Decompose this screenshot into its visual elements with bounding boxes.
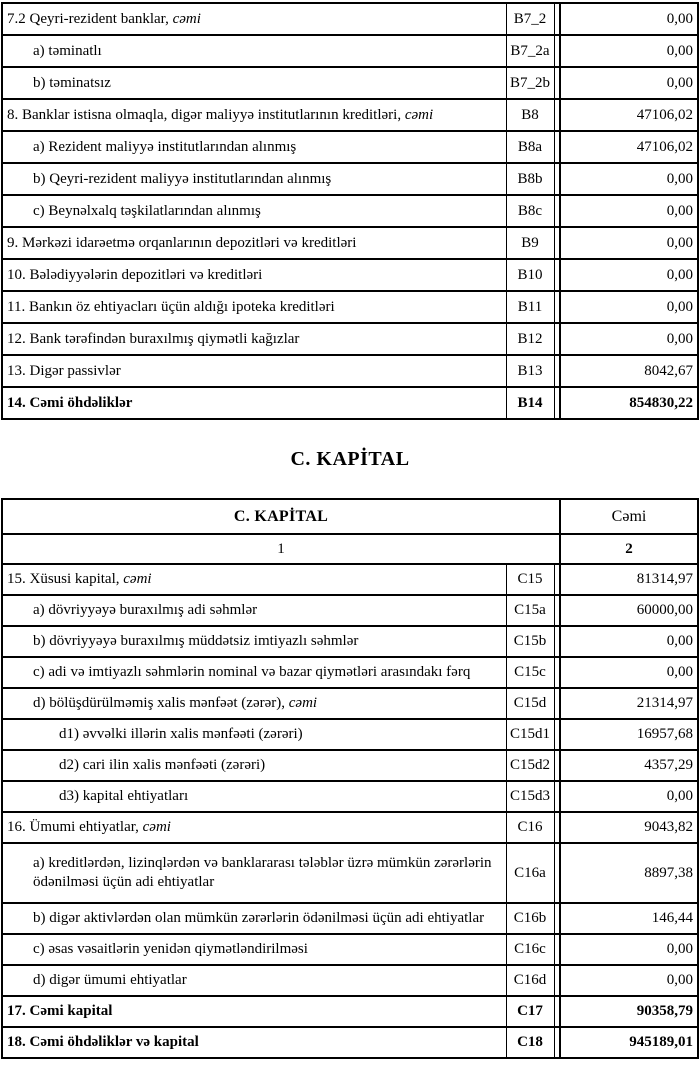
table-row: [2, 626, 698, 657]
section-heading: C. KAPİTAL: [290, 447, 410, 470]
row-code: C16d: [506, 965, 554, 996]
row-label: a) təminatlı: [2, 35, 506, 67]
row-value: 16957,68: [560, 719, 698, 750]
table-row: [2, 843, 698, 903]
row-label: 15. Xüsusi kapital, cəmi: [2, 564, 506, 595]
table-row: [2, 657, 698, 688]
row-value: 0,00: [560, 163, 698, 195]
row-code: B14: [506, 387, 554, 419]
row-code: B8a: [506, 131, 554, 163]
row-value: 8897,38: [560, 843, 698, 903]
row-value: 146,44: [560, 903, 698, 934]
table-row: [2, 227, 698, 259]
row-label: 14. Cəmi öhdəliklər: [2, 387, 506, 419]
row-value: 90358,79: [560, 996, 698, 1027]
table-row: [2, 3, 698, 35]
table-row: [2, 259, 698, 291]
row-label: c) adi və imtiyazlı səhmlərin nominal və bazar qiymətləri arasındakı fərq: [2, 657, 506, 688]
row-value: 0,00: [560, 3, 698, 35]
row-value: 60000,00: [560, 595, 698, 626]
row-value: 8042,67: [560, 355, 698, 387]
row-label: b) digər aktivlərdən olan mümkün zərərlərin ödənilməsi üçün adi ehtiyatlar: [2, 903, 506, 934]
row-value: 854830,22: [560, 387, 698, 419]
row-value: 4357,29: [560, 750, 698, 781]
table-row: [2, 934, 698, 965]
row-value: 0,00: [560, 35, 698, 67]
row-code: C15c: [506, 657, 554, 688]
row-label: d2) cari ilin xalis mənfəəti (zərəri): [2, 750, 506, 781]
table-row: [2, 595, 698, 626]
row-code: C18: [506, 1027, 554, 1058]
row-label: 12. Bank tərəfindən buraxılmış qiymətli kağızlar: [2, 323, 506, 355]
row-value: 0,00: [560, 227, 698, 259]
table-row: [2, 688, 698, 719]
table-row: [2, 355, 698, 387]
row-label: 11. Bankın öz ehtiyacları üçün aldığı ipoteka kreditləri: [2, 291, 506, 323]
table-row: [2, 812, 698, 843]
section-heading-wrap: [0, 420, 700, 498]
row-code: C15d2: [506, 750, 554, 781]
table-row: [2, 163, 698, 195]
row-label: b) Qeyri-rezident maliyyə institutlarından alınmış: [2, 163, 506, 195]
row-code: B7_2b: [506, 67, 554, 99]
row-code: C16b: [506, 903, 554, 934]
liabilities-table: [1, 2, 699, 420]
row-value: 0,00: [560, 67, 698, 99]
row-label-italic: cəmi: [404, 106, 434, 123]
row-code: C15a: [506, 595, 554, 626]
row-label: d3) kapital ehtiyatları: [2, 781, 506, 812]
row-label: a) kreditlərdən, lizinqlərdən və banklararası tələblər üzrə mümkün zərərlərin ödənilməsi üçün adi ehtiyatlar: [2, 843, 506, 903]
row-value: 0,00: [560, 934, 698, 965]
row-value: 0,00: [560, 259, 698, 291]
row-code: C16: [506, 812, 554, 843]
row-code: B11: [506, 291, 554, 323]
row-label: a) Rezident maliyyə institutlarından alınmış: [2, 131, 506, 163]
row-label: 17. Cəmi kapital: [2, 996, 506, 1027]
table-row: [2, 750, 698, 781]
row-code: B8c: [506, 195, 554, 227]
row-code: B9: [506, 227, 554, 259]
row-label: 8. Banklar istisna olmaqla, digər maliyyə institutlarının kreditləri, cəmi: [2, 99, 506, 131]
amount-column-header: Cəmi: [560, 499, 698, 534]
row-label: c) əsas vəsaitlərin yenidən qiymətləndirilməsi: [2, 934, 506, 965]
row-code: C15d: [506, 688, 554, 719]
row-label: d1) əvvəlki illərin xalis mənfəəti (zərəri): [2, 719, 506, 750]
row-label: a) dövriyyəyə buraxılmış adi səhmlər: [2, 595, 506, 626]
table-row: [2, 1027, 698, 1058]
row-label: 13. Digər passivlər: [2, 355, 506, 387]
capital-table-title-row: [2, 499, 698, 534]
capital-table: [1, 498, 699, 1059]
table-row: [2, 387, 698, 419]
table-row: [2, 781, 698, 812]
table-row: [2, 996, 698, 1027]
row-label: c) Beynəlxalq təşkilatlarından alınmış: [2, 195, 506, 227]
row-code: C16c: [506, 934, 554, 965]
row-code: C15d3: [506, 781, 554, 812]
table-row: [2, 323, 698, 355]
row-code: B8: [506, 99, 554, 131]
table-row: [2, 291, 698, 323]
row-value: 47106,02: [560, 99, 698, 131]
column-number-2: 2: [560, 534, 698, 564]
row-value: 0,00: [560, 781, 698, 812]
table-row: [2, 564, 698, 595]
row-value: 0,00: [560, 323, 698, 355]
row-label: 16. Ümumi ehtiyatlar, cəmi: [2, 812, 506, 843]
row-code: C15d1: [506, 719, 554, 750]
row-label-italic: cəmi: [142, 819, 171, 836]
table-row: [2, 903, 698, 934]
table-row: [2, 131, 698, 163]
row-label: d) bölüşdürülməmiş xalis mənfəət (zərər), cəmi: [2, 688, 506, 719]
table-row: [2, 719, 698, 750]
row-code: B10: [506, 259, 554, 291]
row-value: 0,00: [560, 965, 698, 996]
row-code: B7_2a: [506, 35, 554, 67]
row-code: C15b: [506, 626, 554, 657]
row-label: 18. Cəmi öhdəliklər və kapital: [2, 1027, 506, 1058]
table-row: [2, 965, 698, 996]
table-row: [2, 99, 698, 131]
row-value: 21314,97: [560, 688, 698, 719]
row-label: 9. Mərkəzi idarəetmə orqanlarının depozitləri və kreditləri: [2, 227, 506, 259]
row-code: B7_2: [506, 3, 554, 35]
row-code: B13: [506, 355, 554, 387]
table-row: [2, 67, 698, 99]
row-label-italic: cəmi: [123, 571, 152, 588]
row-label: 7.2 Qeyri-rezident banklar, cəmi: [2, 3, 506, 35]
row-label: d) digər ümumi ehtiyatlar: [2, 965, 506, 996]
row-code: C16a: [506, 843, 554, 903]
row-label: 10. Bələdiyyələrin depozitləri və kreditləri: [2, 259, 506, 291]
table-row: [2, 195, 698, 227]
row-code: B12: [506, 323, 554, 355]
row-label: b) dövriyyəyə buraxılmış müddətsiz imtiyazlı səhmlər: [2, 626, 506, 657]
capital-table-title: C. KAPİTAL: [2, 499, 560, 534]
row-value: 0,00: [560, 291, 698, 323]
row-value: 945189,01: [560, 1027, 698, 1058]
row-label-italic: cəmi: [172, 10, 201, 27]
row-label: b) təminatsız: [2, 67, 506, 99]
row-code: C15: [506, 564, 554, 595]
row-value: 0,00: [560, 657, 698, 688]
column-number-1: 1: [2, 534, 560, 564]
table-row: [2, 35, 698, 67]
row-label-italic: cəmi: [288, 695, 318, 712]
row-code: C17: [506, 996, 554, 1027]
row-value: 0,00: [560, 626, 698, 657]
row-code: B8b: [506, 163, 554, 195]
row-value: 81314,97: [560, 564, 698, 595]
column-number-row: [2, 534, 698, 564]
row-value: 0,00: [560, 195, 698, 227]
row-value: 9043,82: [560, 812, 698, 843]
row-value: 47106,02: [560, 131, 698, 163]
